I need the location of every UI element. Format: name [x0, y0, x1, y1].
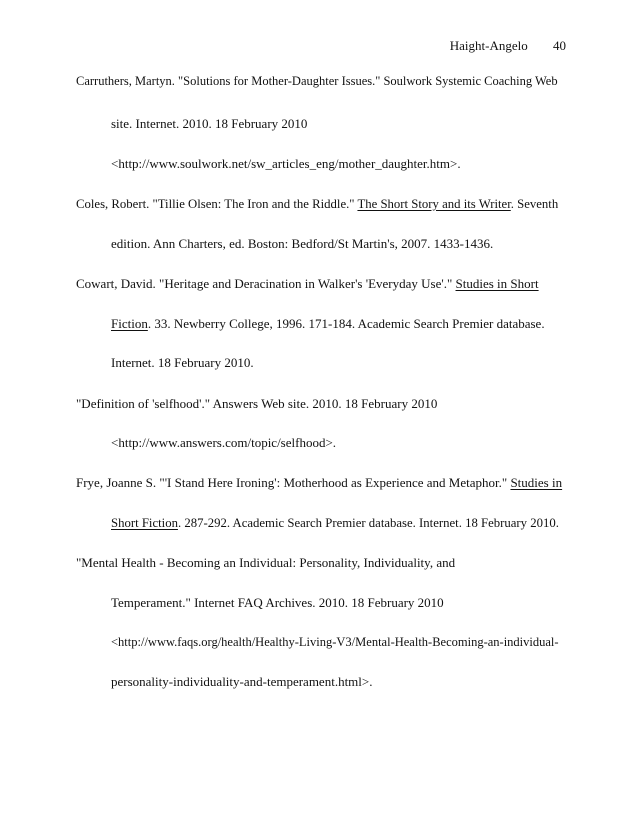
citation-carruthers-line-1: Carruthers, Martyn. "Solutions for Mother-Daughter Issues." Soulwork Systemic Coaching Web: [76, 74, 558, 88]
citation-coles-line-2: edition. Ann Charters, ed. Boston: Bedford/St Martin's, 2007. 1433-1436.: [111, 236, 494, 251]
journal-title-cont: Short Fiction: [111, 516, 178, 530]
citation-mental-health-line-2: Temperament." Internet FAQ Archives. 2010. 18 February 2010: [111, 595, 444, 610]
header-author: Haight-Angelo: [449, 38, 528, 53]
page-number: 40: [553, 38, 566, 53]
citation-coles-line-1: Coles, Robert. "Tillie Olsen: The Iron and the Riddle." The Short Story and its Writer. Seventh: [76, 197, 559, 211]
journal-title-cont: Fiction: [111, 316, 148, 331]
citation-frye-line-1: Frye, Joanne S. "'I Stand Here Ironing': Motherhood as Experience and Metaphor." Studies in: [76, 475, 563, 490]
citation-mental-health-line-1: "Mental Health - Becoming an Individual: Personality, Individuality, and: [76, 555, 456, 570]
citation-selfhood-line-2: <http://www.answers.com/topic/selfhood>.: [111, 435, 337, 450]
citation-frye-line-2: Short Fiction. 287-292. Academic Search Premier database. Internet. 18 February 2010.: [111, 516, 559, 530]
citation-mental-health-line-4: personality-individuality-and-temperament.html>.: [111, 674, 373, 689]
journal-title: Studies in: [510, 475, 563, 490]
citation-cowart-line-3: Internet. 18 February 2010.: [111, 355, 254, 370]
citation-selfhood-line-1: "Definition of 'selfhood'." Answers Web site. 2010. 18 February 2010: [76, 396, 438, 411]
citation-mental-health-line-3: <http://www.faqs.org/health/Healthy-Living-V3/Mental-Health-Becoming-an-individual-: [111, 635, 559, 649]
book-title: The Short Story and its Writer: [357, 197, 511, 211]
citation-carruthers-line-2: site. Internet. 2010. 18 February 2010: [111, 116, 308, 131]
citation-cowart-line-2: Fiction. 33. Newberry College, 1996. 171-184. Academic Search Premier database.: [111, 316, 545, 331]
running-header: [450, 38, 566, 54]
citation-cowart-line-1: Cowart, David. "Heritage and Deracination in Walker's 'Everyday Use'." Studies in Short: [76, 276, 539, 291]
journal-title: Studies in Short: [455, 276, 539, 291]
citation-carruthers-line-3: <http://www.soulwork.net/sw_articles_eng/mother_daughter.htm>.: [111, 156, 461, 171]
